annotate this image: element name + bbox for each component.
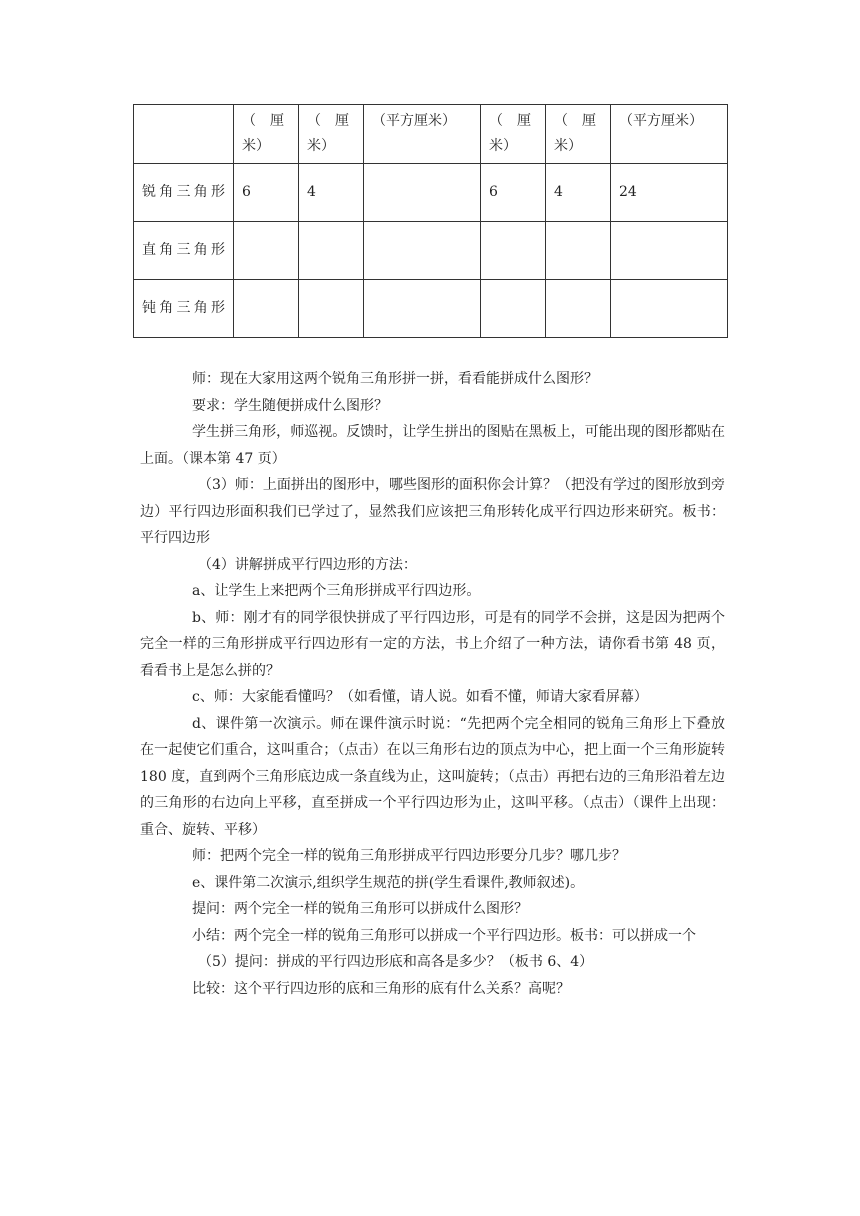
table-header-cell: （ 厘米） (546, 105, 611, 164)
table-cell (299, 222, 364, 280)
table-cell (481, 222, 546, 280)
paragraph: 学生拼三角形，师巡视。反馈时，让学生拼出的图贴在黑板上，可能出现的图形都贴在上面。（课本第 47 页） (140, 424, 725, 467)
paragraph: 要求：学生随便拼成什么图形？ (192, 397, 388, 414)
table-cell (234, 280, 299, 338)
table-cell (611, 222, 728, 280)
paragraph: d、课件第一次演示。师在课件演示时说：“先把两个完全相同的锐角三角形上下叠放在一起使它们重合，这叫重合；（点击）在以三角形右边的顶点为中心，把上面一个三角形旋转 180 度，直到两个三角形底边成一条直线为止，这叫旋转；（点击）再把右边的三角形沿着左边的三角形的右边向上平移，直至拼成一个平行四边形为止，这叫平移。（点击）（课件上出现：重合、旋转、平移） (140, 715, 725, 838)
table-cell: 6 (481, 164, 546, 222)
paragraph: 师：现在大家用这两个锐角三角形拼一拼，看看能拼成什么图形？ (192, 371, 598, 387)
table-cell (364, 222, 481, 280)
table-cell (234, 222, 299, 280)
paragraph: 比较：这个平行四边形的底和三角形的底有什么关系？高呢？ (192, 980, 570, 997)
table-cell (611, 280, 728, 338)
table-cell (364, 164, 481, 222)
paragraph: （5）提问：拼成的平行四边形底和高各是多少？（板书 6、4） (198, 954, 594, 970)
table-cell: 4 (546, 164, 611, 222)
table-cell (546, 280, 611, 338)
paragraph: （3）师：上面拼出的图形中，哪些图形的面积你会计算？（把没有学过的图形放到旁边）平行四边形面积我们已学过了，显然我们应该把三角形转化成平行四边形来研究。板书：平行四边形 (140, 477, 725, 546)
table-cell: 4 (299, 164, 364, 222)
table-row (134, 164, 728, 222)
table-row (134, 222, 728, 280)
table-cell (481, 280, 546, 338)
table-cell (364, 280, 481, 338)
paragraph: a、让学生上来把两个三角形拼成平行四边形。 (192, 583, 481, 599)
table-header-cell (134, 105, 234, 164)
row-label-right: 直角三角形 (134, 222, 234, 280)
table-header-cell: （ 厘米） (299, 105, 364, 164)
table-header-cell: （ 厘米） (234, 105, 299, 164)
table-header-cell: （平方厘米） (611, 105, 728, 164)
paragraph: 小结：两个完全一样的锐角三角形可以拼成一个平行四边形。板书：可以拼成一个 (192, 927, 696, 944)
table-header-cell: （平方厘米） (364, 105, 481, 164)
lesson-body (140, 366, 725, 1002)
paragraph: （4）讲解拼成平行四边形的方法： (198, 556, 417, 573)
row-label-acute: 锐角三角形 (134, 164, 234, 222)
paragraph: 提问：两个完全一样的锐角三角形可以拼成什么图形？ (192, 901, 528, 917)
paragraph: b、师：刚才有的同学很快拼成了平行四边形，可是有的同学不会拼，这是因为把两个完全一样的三角形拼成平行四边形有一定的方法，书上介绍了一种方法，请你看书第 48 页，看看书上是怎么拼的？ (140, 609, 725, 679)
table-header-row (134, 105, 728, 164)
paragraph: e、课件第二次演示,组织学生规范的拼(学生看课件,教师叙述)。 (192, 874, 585, 891)
table-header-cell: （ 厘米） (481, 105, 546, 164)
table-cell: 6 (234, 164, 299, 222)
table-cell (299, 280, 364, 338)
row-label-obtuse: 钝角三角形 (134, 280, 234, 338)
triangle-area-table (133, 104, 728, 338)
table-cell (546, 222, 611, 280)
table-cell: 24 (611, 164, 728, 222)
paragraph: c、师：大家能看懂吗？（如看懂，请人说。如看不懂，师请大家看屏幕） (192, 689, 648, 705)
table-row (134, 280, 728, 338)
paragraph: 师：把两个完全一样的锐角三角形拼成平行四边形要分几步？哪几步？ (192, 848, 626, 864)
